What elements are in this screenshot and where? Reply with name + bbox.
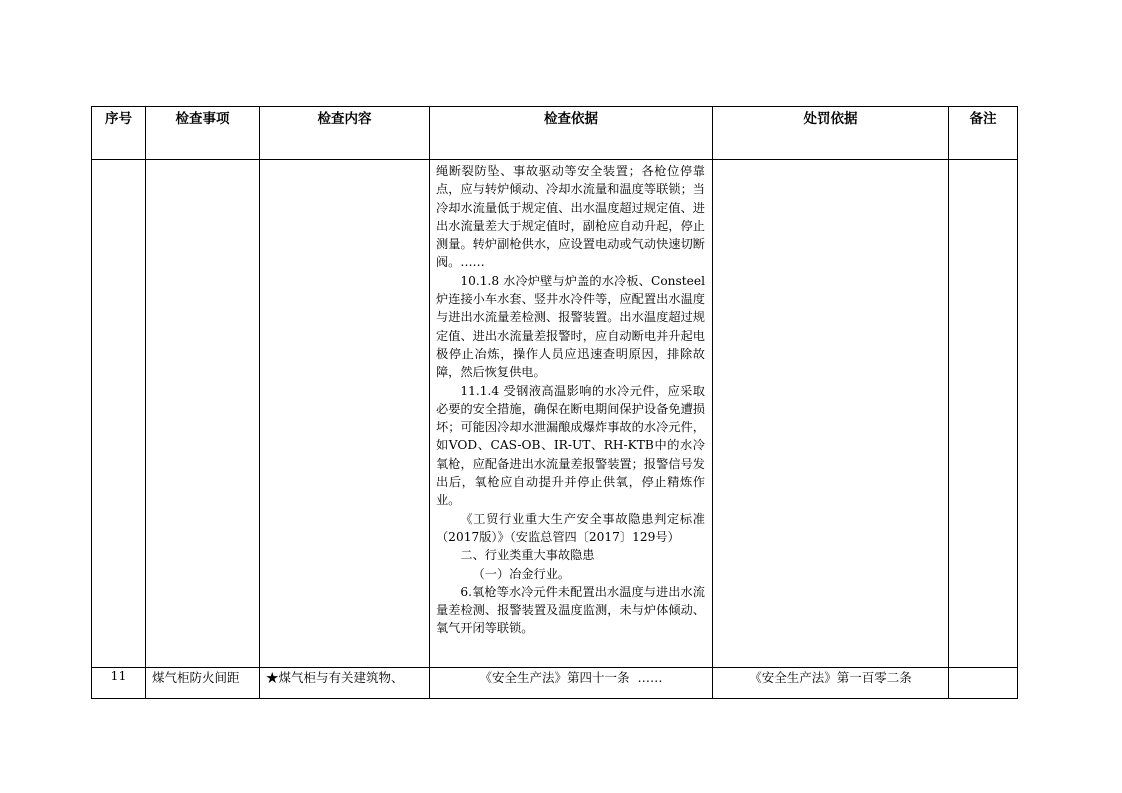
header-penalty-basis: 处罚依据: [713, 107, 949, 160]
basis-paragraph: 二、行业类重大事故隐患: [460, 548, 595, 563]
cell-serial-no-empty: [92, 160, 146, 668]
basis-paragraph: 11.1.4 受钢液高温影响的水冷元件，应采取必要的安全措施，确保在断电期间保护设备免遭损坏；可能因冷却水泄漏酿成爆炸事故的水冷元件，如VOD、CAS-OB、IR-UT、RH-KTB中的水冷氧枪，应配备进出水流量差报警装置；报警信号发出后，氧枪应自动提升并停止供氧，停止精炼作业。: [436, 383, 705, 508]
header-serial-no: 序号: [92, 107, 146, 160]
cell-note-empty: [949, 160, 1018, 668]
cell-inspection-basis: 《安全生产法》第四十一条 ……: [430, 668, 713, 699]
basis-paragraph: （一）冶金行业。: [472, 566, 571, 581]
table-row-continued: [92, 160, 1018, 668]
cell-penalty-empty: [713, 160, 949, 668]
basis-paragraph: 10.1.8 水冷炉壁与炉盖的水冷板、Consteel炉连接小车水套、竖井水冷件等，应配置出水温度与进出水流量差检测、报警装置。出水温度超过规定值、进出水流量差报警时，应自动断电并升起电极停止冶炼，操作人员应迅速查明原因，排除故障，然后恢复供电。: [436, 273, 705, 380]
cell-inspection-basis: [430, 160, 713, 668]
header-remarks: 备注: [949, 107, 1018, 160]
basis-paragraph: 《工贸行业重大生产安全事故隐患判定标准（2017版）》（安监总管四〔2017〕129号）: [436, 511, 705, 544]
cell-penalty-basis: 《安全生产法》第一百零二条: [713, 668, 949, 699]
cell-item-empty: [146, 160, 260, 668]
basis-paragraph: 绳断裂防坠、事故驱动等安全装置；各枪位停靠点，应与转炉倾动、冷却水流量和温度等联锁；当冷却水流量低于规定值、出水温度超过规定值、进出水流量差大于规定值时，副枪应自动升起，停止测量。转炉副枪供水，应设置电动或气动快速切断阀。……: [436, 164, 705, 270]
basis-paragraph: 6.氧枪等水冷元件未配置出水温度与进出水流量差检测、报警装置及温度监测，未与炉体倾动、氧气开闭等联锁。: [436, 584, 705, 636]
cell-remarks: [949, 668, 1018, 699]
inspection-table: [91, 106, 1018, 699]
header-inspection-item: 检查事项: [146, 107, 260, 160]
header-inspection-content: 检查内容: [260, 107, 430, 160]
table-row-11: [92, 668, 1018, 699]
header-row: [92, 107, 1018, 160]
cell-content-empty: [260, 160, 430, 668]
cell-serial-no: 11: [92, 668, 146, 699]
cell-inspection-item: 煤气柜防火间距: [146, 668, 260, 699]
cell-inspection-content: ★煤气柜与有关建筑物、: [260, 668, 430, 699]
header-inspection-basis: 检查依据: [430, 107, 713, 160]
